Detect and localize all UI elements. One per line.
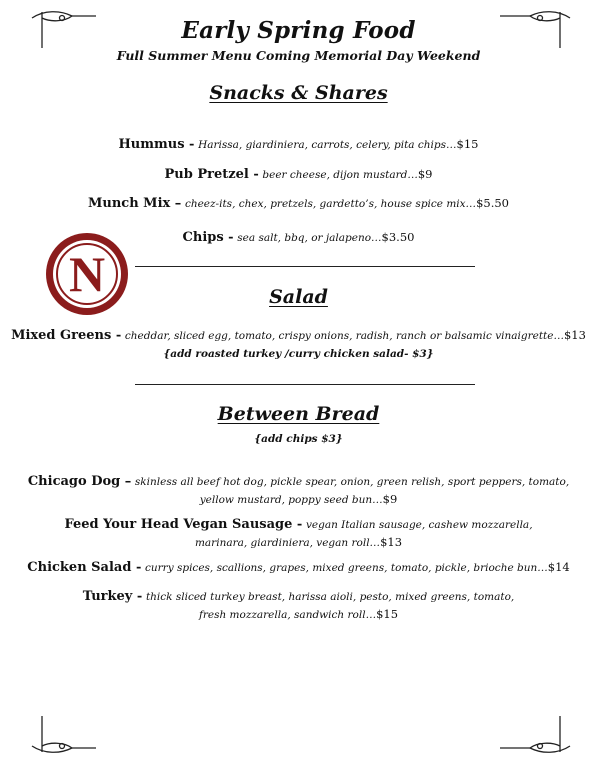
section-heading-between-bread: Between Bread xyxy=(217,403,380,425)
item-description: curry spices, scallions, grapes, mixed greens, tomato, pickle, brioche bun… xyxy=(145,562,548,574)
item-price: $14 xyxy=(547,560,570,574)
item-price: $15 xyxy=(376,607,399,621)
item-price: $9 xyxy=(382,492,398,506)
menu-item-hummus xyxy=(0,136,597,154)
logo-letter: N xyxy=(68,246,106,302)
page-subtitle: Full Summer Menu Coming Memorial Day Weekend xyxy=(116,48,481,63)
item-description-cont: marinara, giardiniera, vegan roll… xyxy=(194,537,381,549)
item-name: Pub Pretzel - xyxy=(164,167,259,182)
item-description: sea salt, bbq, or jalapeno… xyxy=(237,232,382,244)
corner-flourish-bottom-right xyxy=(500,716,570,752)
page-title: Early Spring Food xyxy=(181,17,416,44)
item-description: cheddar, sliced egg, tomato, crispy onions, radish, ranch or balsamic vinaigrette… xyxy=(124,330,564,342)
item-description: skinless all beef hot dog, pickle spear, onion, green relish, sport peppers, tomato, xyxy=(134,476,570,488)
menu-item-munch-mix xyxy=(0,195,597,213)
menu-item-chips xyxy=(0,229,597,247)
item-description: vegan Italian sausage, cashew mozzarella, xyxy=(305,519,533,531)
section-divider xyxy=(135,266,475,267)
menu-item-vegan-sausage xyxy=(0,516,597,552)
menu-item-turkey xyxy=(0,588,597,624)
corner-flourish-bottom-left xyxy=(32,716,96,752)
item-name: Feed Your Head Vegan Sausage - xyxy=(64,517,303,532)
section-divider xyxy=(135,384,475,385)
item-name: Munch Mix – xyxy=(88,196,182,211)
item-price: $9 xyxy=(417,167,433,181)
menu-item-chicken-salad xyxy=(0,559,597,577)
item-price: $15 xyxy=(456,137,479,151)
item-description-cont: yellow mustard, poppy seed bun… xyxy=(199,494,383,506)
item-price: $5.50 xyxy=(476,196,509,210)
item-price: $13 xyxy=(563,328,586,342)
item-price: $13 xyxy=(380,535,403,549)
menu-item-chicago-dog xyxy=(0,473,597,509)
salad-addon-note: {add roasted turkey /curry chicken salad- $3} xyxy=(163,348,434,360)
item-description: cheez-its, chex, pretzels, gardetto’s, house spice mix… xyxy=(184,198,477,210)
menu-item-mixed-greens xyxy=(0,327,597,345)
item-description: thick sliced turkey breast, harissa aioli, pesto, mixed greens, tomato, xyxy=(145,591,515,603)
item-name: Hummus - xyxy=(118,137,195,152)
item-name: Turkey - xyxy=(82,589,143,604)
menu-item-pub-pretzel xyxy=(0,166,597,184)
item-name: Chips - xyxy=(182,230,234,245)
section-heading-snacks: Snacks & Shares xyxy=(209,82,388,104)
item-name: Chicken Salad - xyxy=(27,560,142,575)
item-description-cont: fresh mozzarella, sandwich roll… xyxy=(198,609,377,621)
item-price: $3.50 xyxy=(381,230,415,244)
item-description: Harissa, giardiniera, carrots, celery, pita chips… xyxy=(198,139,457,151)
item-name: Mixed Greens - xyxy=(11,328,122,343)
section-heading-salad: Salad xyxy=(269,286,328,308)
item-description: beer cheese, dijon mustard… xyxy=(262,169,418,181)
item-name: Chicago Dog – xyxy=(27,474,132,489)
bread-addon-note: {add chips $3} xyxy=(254,433,343,445)
